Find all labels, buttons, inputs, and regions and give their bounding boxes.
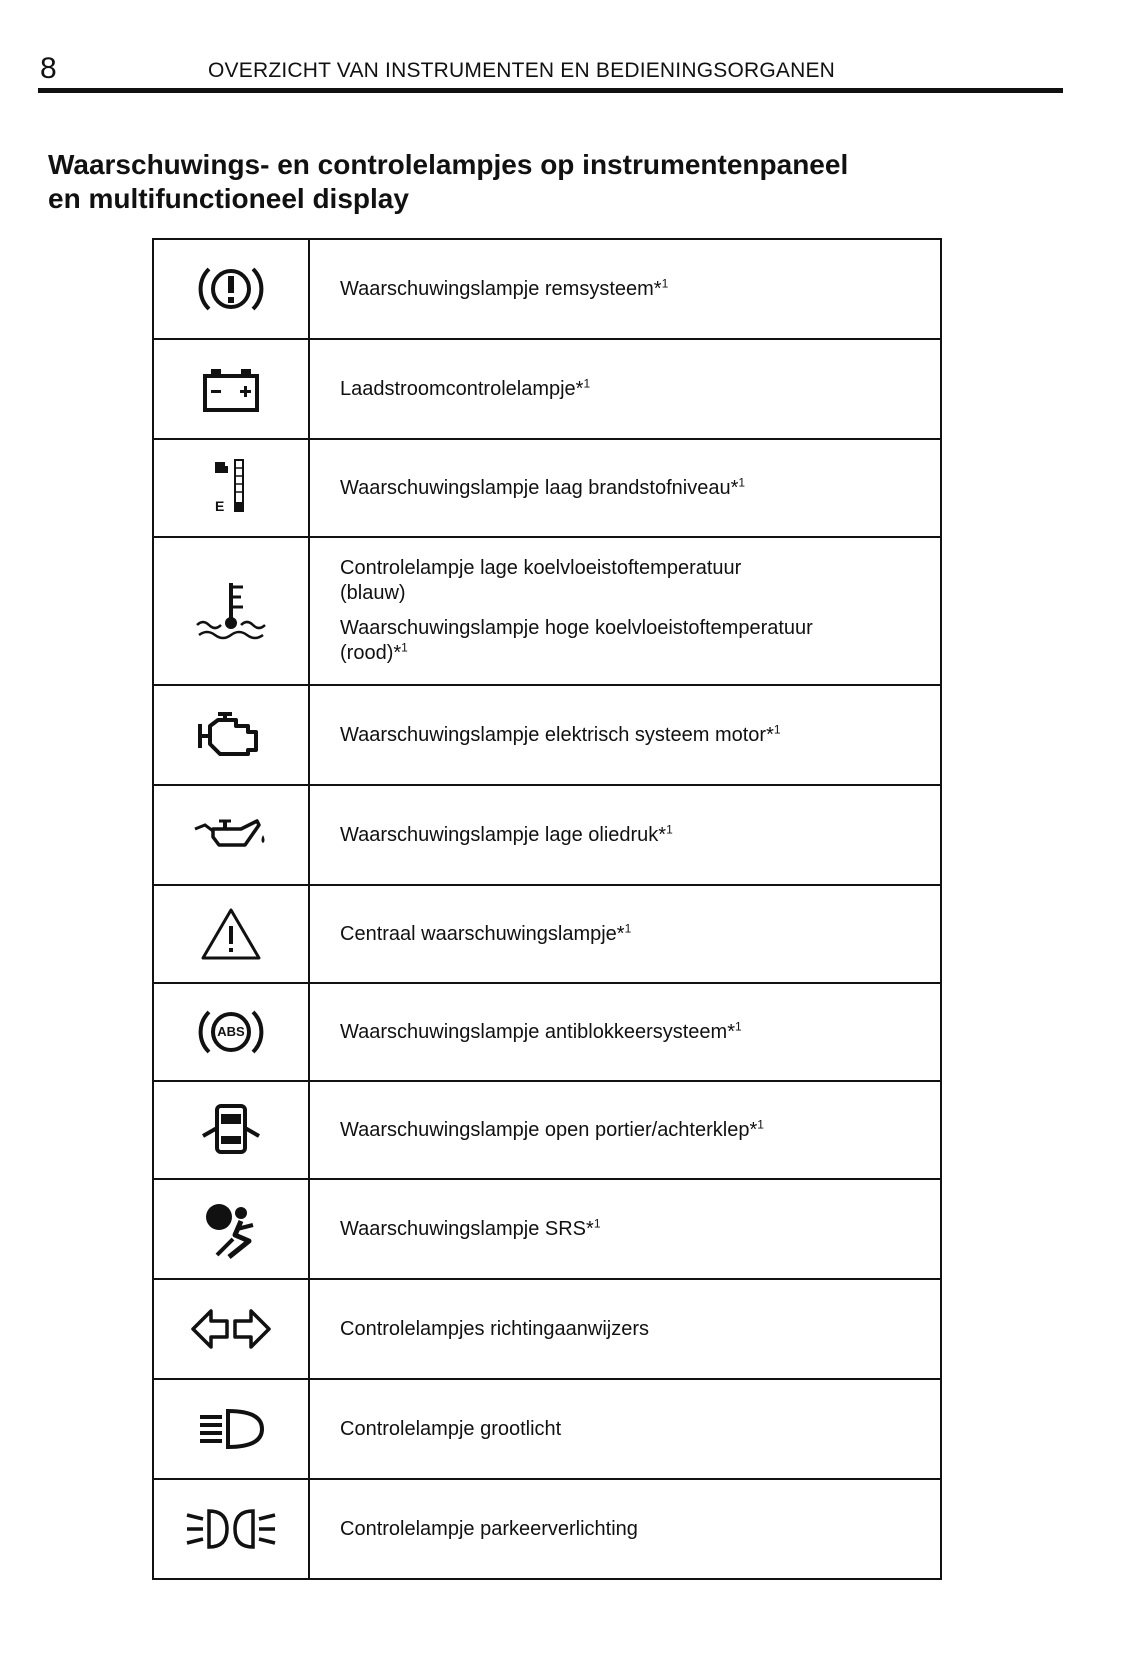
- lamp-description: Waarschuwingslampje SRS*: [340, 1217, 594, 1240]
- header-rule: [38, 88, 1063, 93]
- table-row: [153, 1081, 941, 1179]
- icon-cell: [153, 1279, 309, 1379]
- parking-light-icon: [183, 1507, 279, 1551]
- footnote-marker: 1: [593, 1215, 601, 1230]
- lamp-description: Controlelampje lage koelvloeistoftemperatuur: [340, 557, 742, 579]
- open-door-icon: [199, 1102, 263, 1158]
- engine-check-icon: [196, 710, 266, 760]
- warning-lamp-table: [152, 238, 942, 1580]
- footnote-marker: 1: [401, 640, 408, 655]
- lamp-description: Centraal waarschuwingslampje*: [340, 922, 625, 945]
- icon-cell: [153, 885, 309, 983]
- table-row: [153, 1279, 941, 1379]
- icon-cell: [153, 983, 309, 1081]
- lamp-color-note: (blauw): [340, 582, 406, 604]
- table-row: [153, 983, 941, 1081]
- footnote-marker: 1: [666, 821, 673, 836]
- low-temp-paragraph: [340, 556, 940, 606]
- table-row: [153, 439, 941, 537]
- section-title: [48, 148, 1048, 216]
- description-cell: [309, 1081, 941, 1179]
- lamp-description: Waarschuwingslampje lage oliedruk*: [340, 823, 667, 846]
- oil-pressure-icon: [191, 815, 271, 855]
- lamp-description: Waarschuwingslampje laag brandstofniveau*: [340, 476, 739, 499]
- description-cell: [309, 339, 941, 439]
- lamp-description: Waarschuwingslampje open portier/achterklep*: [340, 1118, 758, 1141]
- description-cell: [309, 1279, 941, 1379]
- lamp-description: Controlelampjes richtingaanwijzers: [340, 1317, 650, 1340]
- table-row: [153, 239, 941, 339]
- footnote-marker: 1: [738, 474, 746, 489]
- master-warning-icon: [199, 906, 263, 962]
- table-row: [153, 785, 941, 885]
- footnote-marker: 1: [583, 375, 591, 390]
- srs-airbag-icon: [199, 1199, 263, 1259]
- lamp-description: Controlelampje grootlicht: [340, 1417, 562, 1440]
- icon-cell: [153, 537, 309, 685]
- description-cell: [309, 239, 941, 339]
- description-cell: [309, 1479, 941, 1579]
- footnote-marker: 1: [757, 1116, 764, 1131]
- lamp-description: Controlelampje parkeerverlichting: [340, 1517, 638, 1540]
- lamp-description: Waarschuwingslampje elektrisch systeem motor*: [340, 723, 774, 746]
- footnote-marker: 1: [661, 275, 669, 290]
- description-cell: [309, 785, 941, 885]
- abs-icon: [195, 1002, 267, 1062]
- lamp-description: Waarschuwingslampje hoge koelvloeistoftemperatuur: [340, 617, 813, 639]
- icon-cell: [153, 1379, 309, 1479]
- fuel-empty-label: E: [215, 498, 225, 514]
- description-cell: [309, 885, 941, 983]
- icon-cell: [153, 439, 309, 537]
- icon-cell: [153, 1081, 309, 1179]
- page-header: [38, 52, 1063, 92]
- table-row: [153, 685, 941, 785]
- table-row: [153, 1379, 941, 1479]
- description-cell: [309, 685, 941, 785]
- table-row: [153, 1479, 941, 1579]
- description-cell: [309, 983, 941, 1081]
- battery-icon: [199, 364, 263, 414]
- icon-cell: [153, 339, 309, 439]
- table-row: [153, 885, 941, 983]
- section-title-line-1: Waarschuwings- en controlelampjes op instrumentenpaneel: [48, 149, 849, 180]
- icon-cell: [153, 1179, 309, 1279]
- icon-cell: [153, 785, 309, 885]
- coolant-temperature-icon: [191, 579, 271, 643]
- table-row: [153, 1179, 941, 1279]
- running-title: OVERZICHT VAN INSTRUMENTEN EN BEDIENINGSORGANEN: [208, 59, 836, 82]
- table-row: [153, 537, 941, 685]
- abs-label: ABS: [217, 1024, 245, 1039]
- footnote-marker: 1: [734, 1018, 742, 1033]
- icon-cell: [153, 685, 309, 785]
- icon-cell: [153, 239, 309, 339]
- lamp-color-note: (rood)*: [340, 642, 402, 664]
- lamp-description: Laadstroomcontrolelampje*: [340, 377, 584, 400]
- low-fuel-icon: [201, 458, 261, 518]
- description-cell: [309, 1379, 941, 1479]
- high-temp-paragraph: [340, 616, 940, 666]
- footnote-marker: 1: [624, 920, 632, 935]
- description-cell: [309, 537, 941, 685]
- icon-cell: [153, 1479, 309, 1579]
- turn-signal-icon: [189, 1307, 273, 1351]
- brake-warning-icon: [195, 259, 267, 319]
- lamp-description: Waarschuwingslampje antiblokkeersysteem*: [340, 1020, 735, 1043]
- section-title-line-2: en multifunctioneel display: [48, 183, 409, 214]
- high-beam-icon: [196, 1407, 266, 1451]
- footnote-marker: 1: [773, 721, 781, 736]
- table-row: [153, 339, 941, 439]
- page-number: 8: [40, 52, 57, 85]
- lamp-description: Waarschuwingslampje remsysteem*: [340, 277, 662, 300]
- description-cell: [309, 1179, 941, 1279]
- description-cell: [309, 439, 941, 537]
